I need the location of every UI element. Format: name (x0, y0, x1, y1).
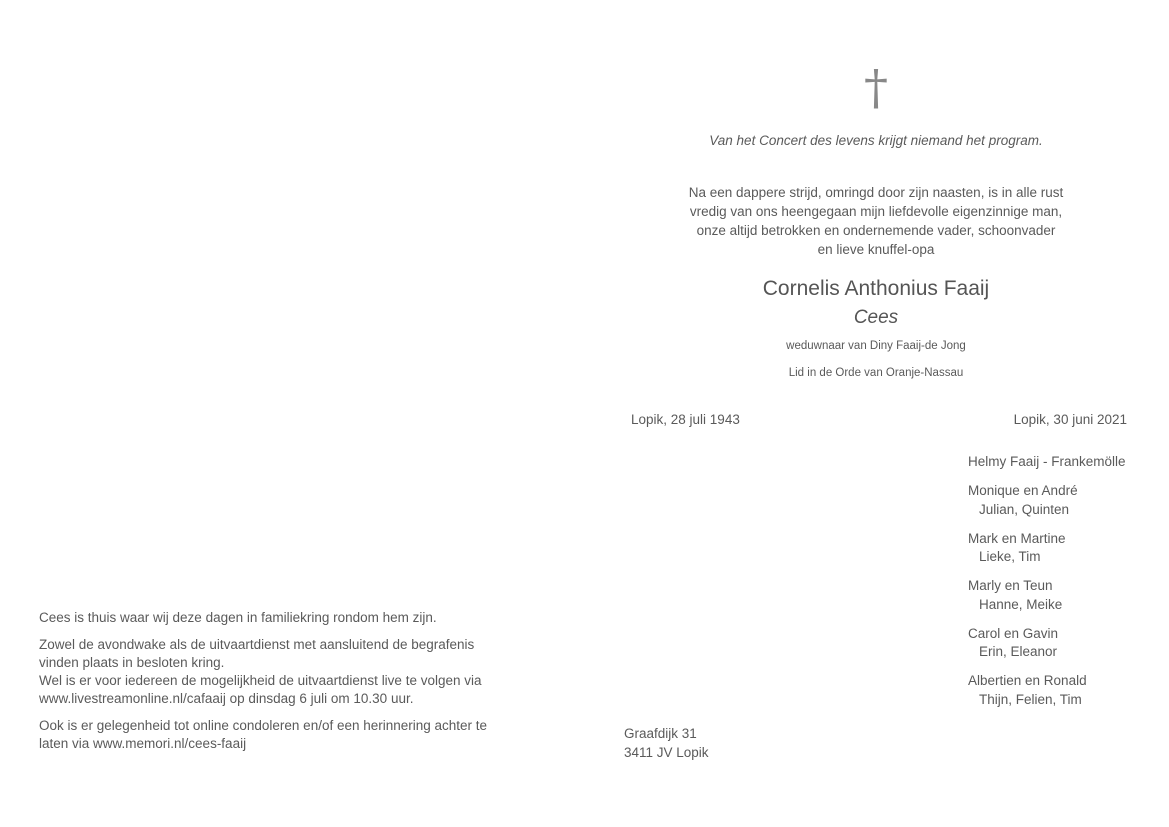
family-names: Mark en Martine (968, 530, 1066, 546)
family-group (968, 625, 1158, 662)
order-line: Lid in de Orde van Oranje-Nassau (788, 367, 964, 379)
home-notice: Cees is thuis waar wij deze dagen in familiekring rondom hem zijn. (39, 610, 437, 625)
condolence-link[interactable]: laten via www.memori.nl/cees-faaij (39, 736, 247, 751)
deceased-full-name: Cornelis Anthonius Faaij (762, 277, 990, 300)
family-list (968, 453, 1158, 720)
family-group (968, 453, 1158, 472)
family-names: Carol en Gavin (968, 625, 1059, 641)
condolence-info (39, 717, 539, 753)
announcement (600, 183, 1152, 259)
deceased-nickname: Cees (853, 307, 899, 328)
family-kids: Erin, Eleanor (979, 644, 1058, 659)
address-city: 3411 JV Lopik (624, 745, 709, 760)
practical-info (39, 609, 539, 753)
announcement-line: Na een dappere strijd, omringd door zijn naasten, is in alle rust (688, 185, 1064, 200)
family-kids: Thijn, Felien, Tim (979, 691, 1082, 707)
condolence-line: Ook is er gelegenheid tot online condoleren en/of een herinnering achter te (39, 718, 488, 733)
funeral-info-line: vinden plaats in besloten kring. (39, 655, 225, 670)
correspondence-address (624, 724, 709, 762)
death-place-date: Lopik, 30 juni 2021 (1013, 412, 1127, 427)
address-street: Graafdijk 31 (624, 726, 697, 741)
announcement-line: en lieve knuffel-opa (817, 242, 935, 257)
announcement-line: vredig van ons heengegaan mijn liefdevolle eigenzinnige man, (689, 204, 1063, 219)
family-kids: Lieke, Tim (979, 549, 1041, 564)
family-group (968, 482, 1158, 519)
family-group (968, 530, 1158, 567)
family-kids: Julian, Quinten (979, 501, 1070, 517)
livestream-line: Wel is er voor iedereen de mogelijkheid de uitvaartdienst live te volgen via (39, 673, 482, 688)
family-group (968, 577, 1158, 614)
family-names: Marly en Teun (968, 578, 1053, 593)
family-kids: Hanne, Meike (979, 596, 1063, 612)
birth-place-date: Lopik, 28 juli 1943 (631, 412, 740, 427)
family-group (968, 672, 1158, 709)
funeral-info-line: Zowel de avondwake als de uitvaartdienst met aansluitend de begrafenis (39, 637, 475, 652)
funeral-info (39, 636, 539, 708)
family-names: Helmy Faaij - Frankemölle (968, 454, 1126, 469)
family-names: Monique en André (968, 483, 1078, 498)
motto: Van het Concert des levens krijgt niemand het program. (709, 133, 1043, 148)
livestream-link[interactable]: www.livestreamonline.nl/cafaaij op dinsdag 6 juli om 10.30 uur. (39, 691, 414, 706)
widower-line: weduwnaar van Diny Faaij-de Jong (786, 340, 966, 352)
cross-icon: † (864, 60, 888, 116)
family-names: Albertien en Ronald (968, 673, 1087, 688)
announcement-line: onze altijd betrokken en ondernemende vader, schoonvader (696, 223, 1056, 238)
